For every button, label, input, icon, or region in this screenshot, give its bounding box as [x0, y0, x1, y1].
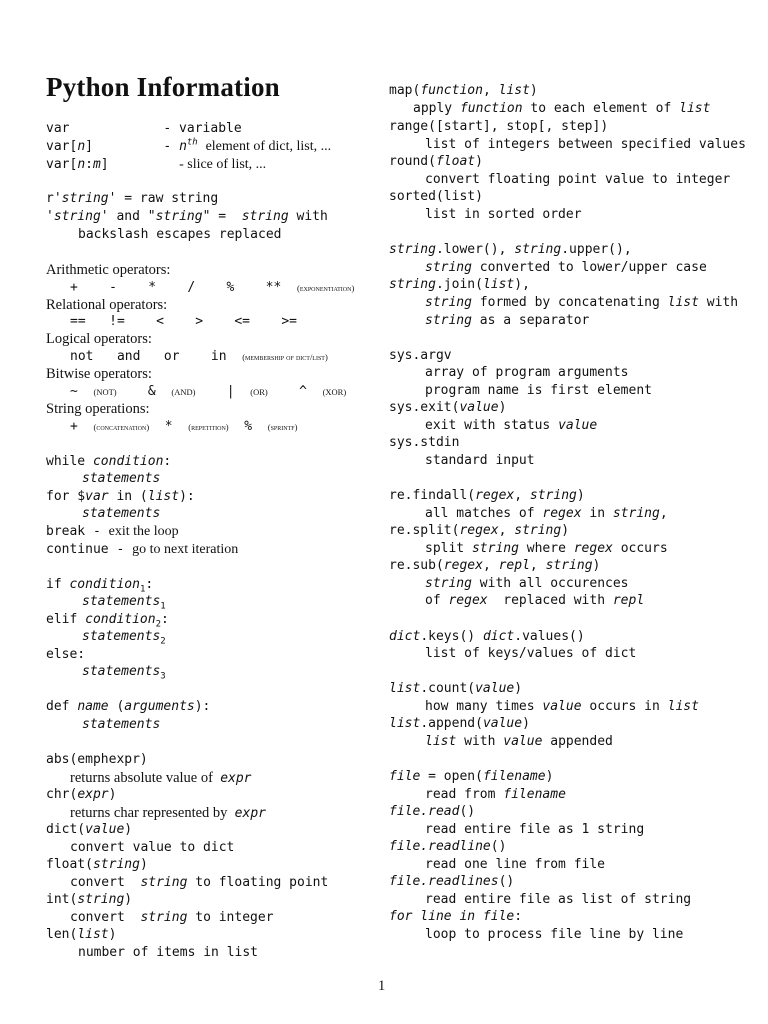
left-line: statements	[82, 471, 161, 486]
left-line: r'string' = raw string	[46, 191, 219, 206]
left-line: convert value to dict	[70, 840, 235, 855]
right-line: of regex replaced with repl	[425, 593, 645, 608]
right-line: map(function, list)	[389, 83, 538, 98]
right-line: round(float)	[389, 154, 483, 169]
left-line: String operations:	[46, 401, 150, 417]
left-line: backslash escapes replaced	[78, 227, 282, 242]
left-line: 'string' and "string" = string with	[46, 209, 328, 224]
right-line: list.append(value)	[389, 716, 530, 731]
right-line: file.readline()	[389, 839, 507, 854]
left-line: statements$_1$	[82, 594, 166, 612]
right-line: convert floating point value to integer	[425, 172, 731, 187]
right-line: file.read()	[389, 804, 476, 819]
right-line: exit with status value	[425, 418, 598, 433]
right-line: sys.argv	[389, 348, 452, 363]
left-line: returns absolute value of expr	[70, 770, 252, 786]
right-line: string as a separator	[425, 313, 590, 328]
left-line: def name (arguments):	[46, 699, 211, 714]
left-line: statements$_3$	[82, 664, 166, 682]
right-line: loop to process file line by line	[425, 927, 684, 942]
right-line: re.sub(regex, repl, string)	[389, 558, 601, 573]
right-line: for line in file:	[389, 909, 523, 924]
left-line: for $var in (list):	[46, 489, 195, 504]
right-line: sorted(list)	[389, 189, 483, 204]
right-line: apply function to each element of list	[413, 101, 711, 116]
right-line: program name is first element	[425, 383, 652, 398]
left-line: not and or in (membership of dict/list)	[70, 349, 328, 364]
right-line: read one line from file	[425, 857, 606, 872]
right-line: read entire file as list of string	[425, 892, 692, 907]
left-line: float(string)	[46, 857, 148, 872]
left-line: if condition$_1$:	[46, 577, 154, 595]
left-line: statements	[82, 506, 161, 521]
left-line: elif condition$_2$:	[46, 612, 169, 630]
right-line: list.count(value)	[389, 681, 523, 696]
right-line: string with all occurences	[425, 576, 629, 591]
right-line: re.findall(regex, string)	[389, 488, 585, 503]
right-line: string.join(list),	[389, 277, 530, 292]
left-line: + - * / % ** (exponentiation)	[70, 280, 355, 295]
right-line: string converted to lower/upper case	[425, 260, 707, 275]
right-line: range([start], stop[, step])	[389, 119, 609, 134]
left-line: var - variable	[46, 121, 242, 136]
left-line: Logical operators:	[46, 331, 152, 347]
right-line: string formed by concatenating list with	[425, 295, 739, 310]
left-line: dict(value)	[46, 822, 133, 837]
right-line: read entire file as 1 string	[425, 822, 645, 837]
left-line: returns char represented by expr	[70, 805, 266, 821]
right-line: how many times value occurs in list	[425, 699, 699, 714]
left-line: while condition:	[46, 454, 172, 469]
right-line: read from filename	[425, 787, 566, 802]
right-line: list of integers between specified values	[425, 137, 746, 152]
right-line: dict.keys() dict.values()	[389, 629, 585, 644]
right-line: split string where regex occurs	[425, 541, 668, 556]
left-line: Arithmetic operators:	[46, 262, 171, 278]
right-line: list with value appended	[425, 734, 613, 749]
left-line: break - exit the loop	[46, 524, 179, 539]
left-line: Relational operators:	[46, 297, 168, 313]
right-line: sys.exit(value)	[389, 400, 507, 415]
right-line: list of keys/values of dict	[425, 646, 637, 661]
right-line: array of program arguments	[425, 365, 629, 380]
left-line: Bitwise operators:	[46, 366, 152, 382]
page-number: 1	[378, 978, 386, 994]
left-line: + (concatenation) * (repetition) % (sprintf)	[70, 419, 298, 434]
left-line: == != < > <= >=	[70, 314, 297, 329]
left-line: len(list)	[46, 927, 117, 942]
left-line: var[n:m] - slice of list, ...	[46, 157, 267, 172]
right-line: list in sorted order	[425, 207, 582, 222]
right-line: string.lower(), string.upper(),	[389, 242, 632, 257]
left-line: number of items in list	[78, 945, 259, 960]
left-line: int(string)	[46, 892, 133, 907]
left-line: abs(emphexpr)	[46, 752, 148, 767]
left-line: convert string to floating point	[70, 875, 329, 890]
left-line: var[n] - $n^{th}$ element of dict, list, ...	[46, 137, 332, 154]
left-line: statements$_2$	[82, 629, 166, 647]
left-line: ~ (NOT) & (AND) | (OR) ^ (XOR)	[70, 384, 347, 399]
left-line: chr(expr)	[46, 787, 117, 802]
right-line: all matches of regex in string,	[425, 506, 668, 521]
right-line: re.split(regex, string)	[389, 523, 570, 538]
right-line: file = open(filename)	[389, 769, 554, 784]
page-title: Python Information	[46, 72, 280, 102]
left-line: else:	[46, 647, 86, 662]
left-line: statements	[82, 717, 161, 732]
right-line: standard input	[425, 453, 535, 468]
right-line: file.readlines()	[389, 874, 515, 889]
right-line: sys.stdin	[389, 435, 460, 450]
left-line: continue - go to next iteration	[46, 542, 239, 557]
left-line: convert string to integer	[70, 910, 274, 925]
